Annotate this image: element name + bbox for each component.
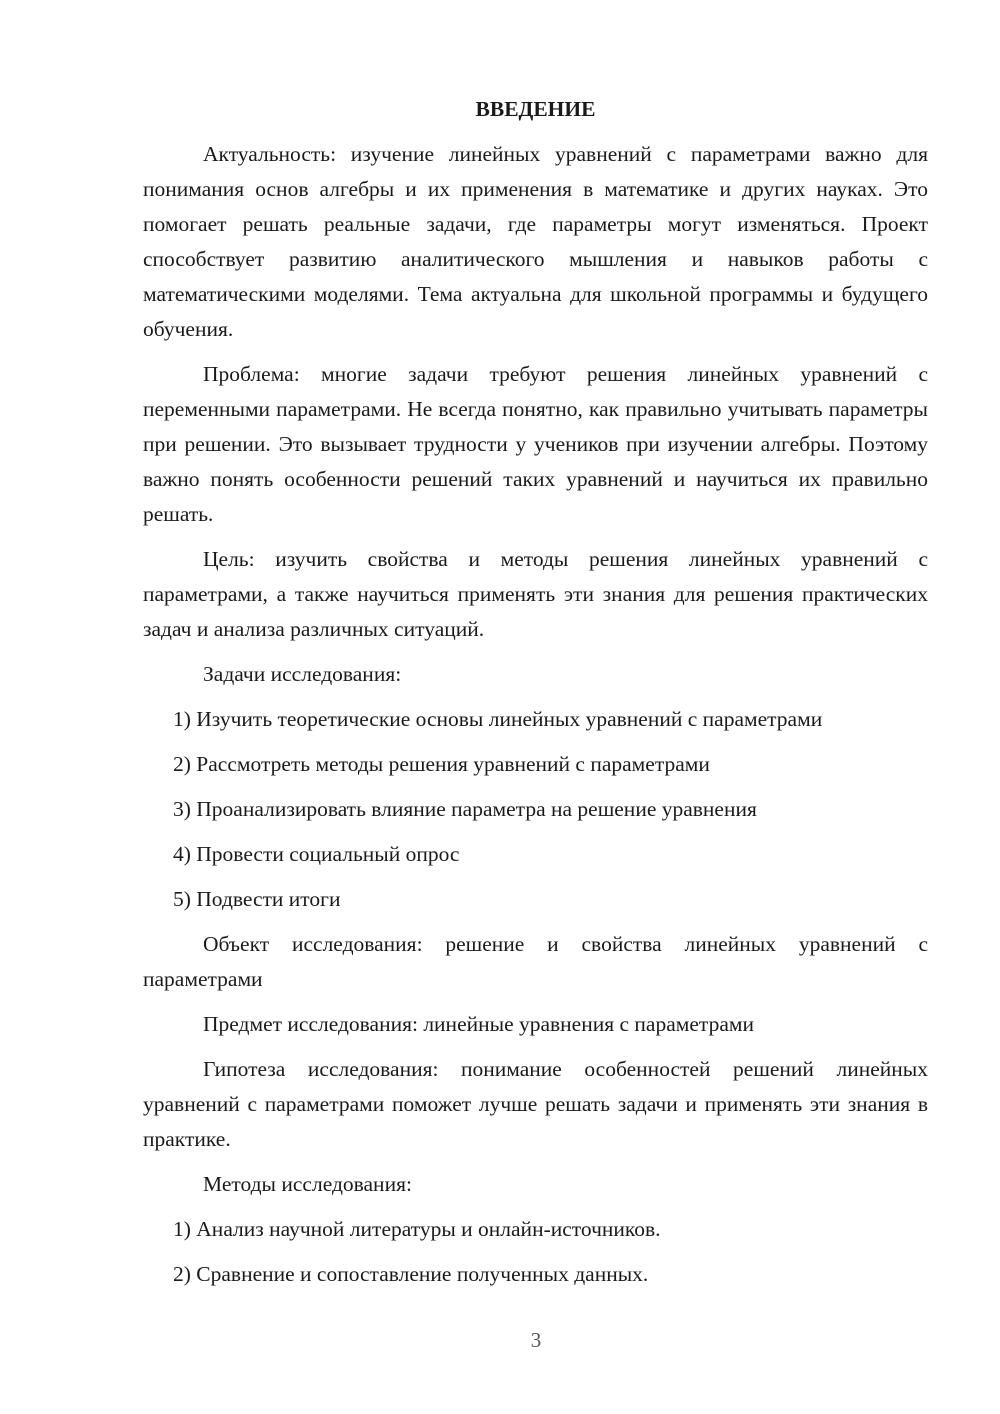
problem-paragraph: Проблема: многие задачи требуют решения линейных уравнений с переменными параметрами. Не всегда понятно, как правильно учитывать параметры при решении. Это вызывает трудности у учеников при изучении алгебры. Поэтому важно понять особенности решений таких уравнений и научиться их правильно решать.	[143, 362, 928, 526]
hypothesis-paragraph: Гипотеза исследования: понимание особенностей решений линейных уравнений с параметрами поможет лучше решать задачи и применять эти знания в практике.	[143, 1057, 928, 1151]
section-heading: ВВЕДЕНИЕ	[475, 97, 596, 121]
task-item: 5) Подвести итоги	[173, 887, 341, 911]
methods-title: Методы исследования:	[203, 1172, 412, 1196]
task-item: 3) Проанализировать влияние параметра на решение уравнения	[173, 797, 757, 821]
method-item: 1) Анализ научной литературы и онлайн-источников.	[173, 1217, 661, 1241]
tasks-title: Задачи исследования:	[203, 662, 402, 686]
task-item: 2) Рассмотреть методы решения уравнений с параметрами	[173, 752, 710, 776]
relevance-paragraph: Актуальность: изучение линейных уравнений с параметрами важно для понимания основ алгебры и их применения в математике и других науках. Это помогает решать реальные задачи, где параметры могут изменяться. Проект способствует развитию аналитического мышления и навыков работы с математическими моделями. Тема актуальна для школьной программы и будущего обучения.	[143, 142, 928, 341]
subject-paragraph: Предмет исследования: линейные уравнения с параметрами	[203, 1012, 754, 1036]
document-page	[143, 92, 928, 1302]
page-number: 3	[530, 1328, 542, 1352]
task-item: 1) Изучить теоретические основы линейных уравнений с параметрами	[173, 707, 823, 731]
object-paragraph: Объект исследования: решение и свойства линейных уравнений с параметрами	[143, 932, 928, 991]
goal-paragraph: Цель: изучить свойства и методы решения линейных уравнений с параметрами, а также научиться применять эти знания для решения практических задач и анализа различных ситуаций.	[143, 547, 928, 641]
method-item: 2) Сравнение и сопоставление полученных данных.	[173, 1262, 649, 1286]
task-item: 4) Провести социальный опрос	[173, 842, 460, 866]
